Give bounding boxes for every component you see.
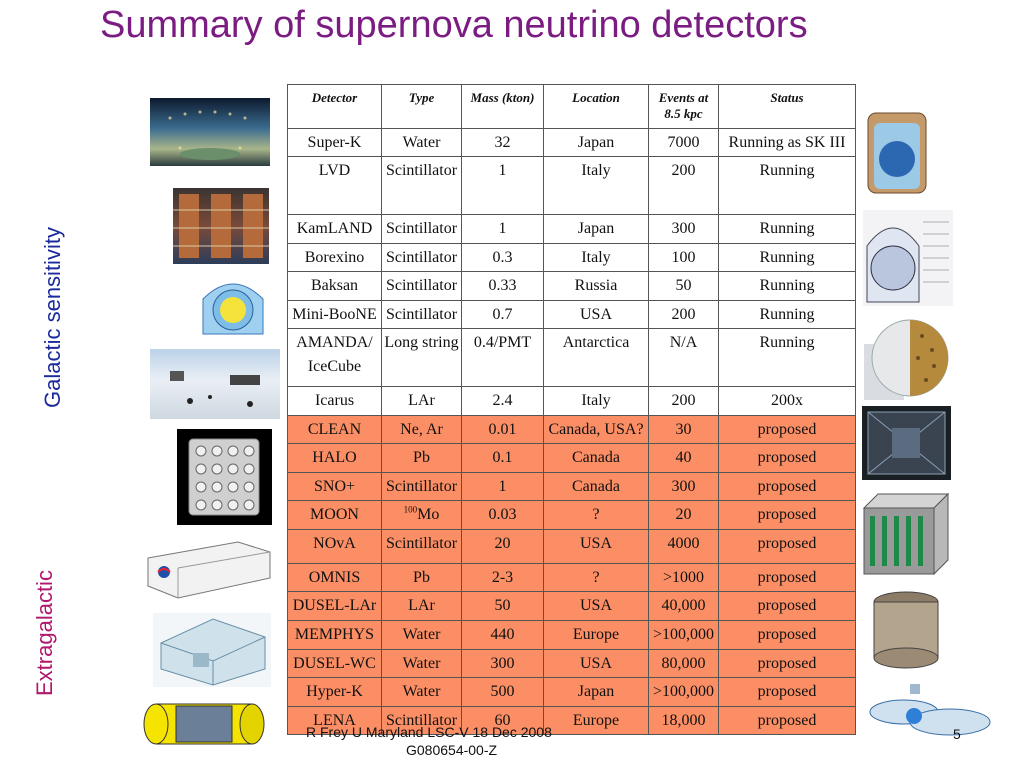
lena-cylinder-drawing	[136, 690, 274, 758]
slide-title: Summary of supernova neutrino detectors	[100, 4, 808, 46]
cell-status: proposed	[719, 416, 856, 444]
cell-type	[382, 501, 462, 530]
cell-detector: Baksan	[288, 272, 382, 301]
cell-events: >1000	[649, 564, 719, 592]
snoplus-sphere-drawing	[862, 314, 952, 400]
cell-detector: OMNIS	[288, 564, 382, 592]
cell-mass: 0.01	[462, 416, 544, 444]
cell-mass: 0.7	[462, 301, 544, 329]
dusel-lar-tank-drawing	[866, 586, 950, 672]
cell-mass: 500	[462, 678, 544, 707]
cell-detector: KamLAND	[288, 215, 382, 244]
snoplus-sphere-image	[862, 314, 952, 400]
cell-mass: 2.4	[462, 387, 544, 416]
footer-document-id: G080654-00-Z	[406, 742, 498, 758]
table-row	[288, 329, 856, 387]
cell-detector: LVD	[288, 157, 382, 215]
borexino-cutaway-image	[863, 210, 953, 306]
cell-events: 40	[649, 444, 719, 473]
cell-location: Japan	[544, 215, 649, 244]
cell-events: 50	[649, 272, 719, 301]
cell-events: 300	[649, 473, 719, 501]
cell-status: Running	[719, 157, 856, 215]
cell-detector: NOvA	[288, 530, 382, 564]
halo-lead-array-drawing	[177, 429, 272, 525]
table-row	[288, 215, 856, 244]
cell-mass: 1	[462, 157, 544, 215]
cell-location: Japan	[544, 678, 649, 707]
cell-status: Running	[719, 215, 856, 244]
cell-status: proposed	[719, 501, 856, 530]
cell-detector: Hyper-K	[288, 678, 382, 707]
cell-location: Japan	[544, 129, 649, 157]
cell-events: 30	[649, 416, 719, 444]
omnis-modules-image	[862, 490, 962, 584]
cell-location: Canada	[544, 473, 649, 501]
cell-detector: Mini-BooNE	[288, 301, 382, 329]
cell-location: Antarctica	[544, 329, 649, 387]
table-row	[288, 444, 856, 473]
galactic-sensitivity-label: Galactic sensitivity	[40, 227, 65, 408]
icecube-site-drawing	[150, 349, 280, 419]
cell-mass: 1	[462, 215, 544, 244]
cell-detector: Super-K	[288, 129, 382, 157]
cell-mass: 0.3	[462, 244, 544, 272]
table-row	[288, 416, 856, 444]
cell-detector: LENA	[288, 707, 382, 735]
cell-detector: AMANDA/ IceCube	[288, 329, 382, 387]
cell-status: Running	[719, 272, 856, 301]
header-mass: Mass (kton)	[462, 85, 544, 129]
isotope-superscript: 100	[403, 504, 418, 515]
cell-type: LAr	[382, 592, 462, 621]
cell-detector: MOON	[288, 501, 382, 530]
cell-type: Ne, Ar	[382, 416, 462, 444]
cell-type: Long string	[382, 329, 462, 387]
cell-location: USA	[544, 650, 649, 678]
cell-status: proposed	[719, 592, 856, 621]
cell-type: Water	[382, 678, 462, 707]
cell-type: Scintillator	[382, 157, 462, 215]
cell-status: proposed	[719, 564, 856, 592]
cell-detector: Icarus	[288, 387, 382, 416]
cell-events: 4000	[649, 530, 719, 564]
cell-status: Running	[719, 244, 856, 272]
table-row	[288, 301, 856, 329]
superk-interior-image	[150, 98, 270, 166]
cell-status: proposed	[719, 650, 856, 678]
cell-location: ?	[544, 564, 649, 592]
table-row	[288, 564, 856, 592]
table-row	[288, 592, 856, 621]
cell-location: USA	[544, 530, 649, 564]
dusel-lar-tank-image	[866, 586, 950, 672]
cell-events: 40,000	[649, 592, 719, 621]
header-status: Status	[719, 85, 856, 129]
page-number: 5	[953, 726, 961, 742]
cell-location: Russia	[544, 272, 649, 301]
cell-mass: 0.03	[462, 501, 544, 530]
cell-mass: 0.33	[462, 272, 544, 301]
cell-mass: 60	[462, 707, 544, 735]
memphys-cavern-drawing	[153, 613, 271, 687]
hyperk-lena-drawing-image	[864, 676, 1002, 762]
omnis-modules-drawing	[862, 490, 962, 584]
header-events: Events at 8.5 kpc	[649, 85, 719, 129]
cell-location: Europe	[544, 621, 649, 650]
extragalactic-label: Extragalactic	[32, 570, 57, 696]
hyperk-lena-drawing	[864, 676, 1002, 762]
detector-table	[287, 84, 856, 735]
cell-detector: SNO+	[288, 473, 382, 501]
cell-location: Canada	[544, 444, 649, 473]
cell-type: Water	[382, 650, 462, 678]
cell-location: Italy	[544, 244, 649, 272]
icecube-site-image	[150, 349, 280, 419]
cell-type: Scintillator	[382, 244, 462, 272]
table-row	[288, 272, 856, 301]
cell-location: USA	[544, 592, 649, 621]
cell-type: Scintillator	[382, 473, 462, 501]
cell-status: proposed	[719, 444, 856, 473]
cell-status: proposed	[719, 530, 856, 564]
lvd-detector-drawing	[173, 188, 269, 264]
borexino-diagram-image	[198, 274, 268, 336]
cell-type: Scintillator	[382, 272, 462, 301]
cell-type: Scintillator	[382, 215, 462, 244]
cell-type-text: Mo	[417, 506, 440, 523]
kamland-cutaway-drawing	[864, 109, 930, 197]
cell-type: Scintillator	[382, 530, 462, 564]
cell-location: USA	[544, 301, 649, 329]
cell-status: 200x	[719, 387, 856, 416]
cell-events: 200	[649, 157, 719, 215]
cell-location: Italy	[544, 387, 649, 416]
cell-status: proposed	[719, 621, 856, 650]
borexino-diagram-drawing	[198, 274, 268, 336]
cell-type: Pb	[382, 564, 462, 592]
table-row	[288, 129, 856, 157]
table-row	[288, 678, 856, 707]
table-row	[288, 621, 856, 650]
table-body	[288, 129, 856, 735]
cell-mass: 20	[462, 530, 544, 564]
cell-events: 300	[649, 215, 719, 244]
cell-events: 7000	[649, 129, 719, 157]
cell-status: Running	[719, 301, 856, 329]
halo-lead-array-image	[177, 429, 272, 525]
cell-events: 200	[649, 387, 719, 416]
cell-events: N/A	[649, 329, 719, 387]
cell-status: proposed	[719, 678, 856, 707]
cell-type: Water	[382, 129, 462, 157]
table-row	[288, 501, 856, 530]
superk-interior-drawing	[150, 98, 270, 166]
cell-events: 100	[649, 244, 719, 272]
footer-author-line: R Frey U Maryland LSC-V 18 Dec 2008	[306, 724, 552, 740]
cell-detector: MEMPHYS	[288, 621, 382, 650]
cell-mass: 0.4/PMT	[462, 329, 544, 387]
table-row	[288, 157, 856, 215]
cell-events: >100,000	[649, 621, 719, 650]
nova-detector-drawing-image	[138, 538, 272, 604]
cell-type: Scintillator	[382, 301, 462, 329]
memphys-cavern-image	[153, 613, 271, 687]
clean-chamber-image	[862, 406, 951, 480]
cell-events: >100,000	[649, 678, 719, 707]
cell-status: Running as SK III	[719, 129, 856, 157]
cell-type: Pb	[382, 444, 462, 473]
cell-type: Water	[382, 621, 462, 650]
cell-mass: 50	[462, 592, 544, 621]
cell-mass: 300	[462, 650, 544, 678]
cell-mass: 32	[462, 129, 544, 157]
header-detector: Detector	[288, 85, 382, 129]
cell-detector: HALO	[288, 444, 382, 473]
cell-type: Scintillator	[382, 707, 462, 735]
cell-status: proposed	[719, 473, 856, 501]
cell-mass: 440	[462, 621, 544, 650]
lvd-detector-image	[173, 188, 269, 264]
table-row	[288, 650, 856, 678]
clean-chamber-drawing	[862, 406, 951, 480]
cell-mass: 1	[462, 473, 544, 501]
cell-mass: 0.1	[462, 444, 544, 473]
table-row	[288, 387, 856, 416]
table-header-row	[288, 85, 856, 129]
cell-detector: DUSEL-LAr	[288, 592, 382, 621]
table-row	[288, 244, 856, 272]
cell-type: LAr	[382, 387, 462, 416]
kamland-cutaway-image	[864, 109, 930, 197]
header-location: Location	[544, 85, 649, 129]
header-type: Type	[382, 85, 462, 129]
cell-location: ?	[544, 501, 649, 530]
cell-events: 200	[649, 301, 719, 329]
cell-location: Europe	[544, 707, 649, 735]
cell-detector: DUSEL-WC	[288, 650, 382, 678]
cell-location: Canada, USA?	[544, 416, 649, 444]
cell-events: 80,000	[649, 650, 719, 678]
cell-location: Italy	[544, 157, 649, 215]
borexino-cutaway-drawing	[863, 210, 953, 306]
lena-cylinder-image	[136, 690, 274, 758]
cell-mass: 2-3	[462, 564, 544, 592]
cell-detector: CLEAN	[288, 416, 382, 444]
cell-events: 18,000	[649, 707, 719, 735]
table-row	[288, 473, 856, 501]
table-row	[288, 530, 856, 564]
cell-detector: Borexino	[288, 244, 382, 272]
cell-status: proposed	[719, 707, 856, 735]
cell-events: 20	[649, 501, 719, 530]
nova-detector-drawing	[138, 538, 272, 604]
cell-status: Running	[719, 329, 856, 387]
